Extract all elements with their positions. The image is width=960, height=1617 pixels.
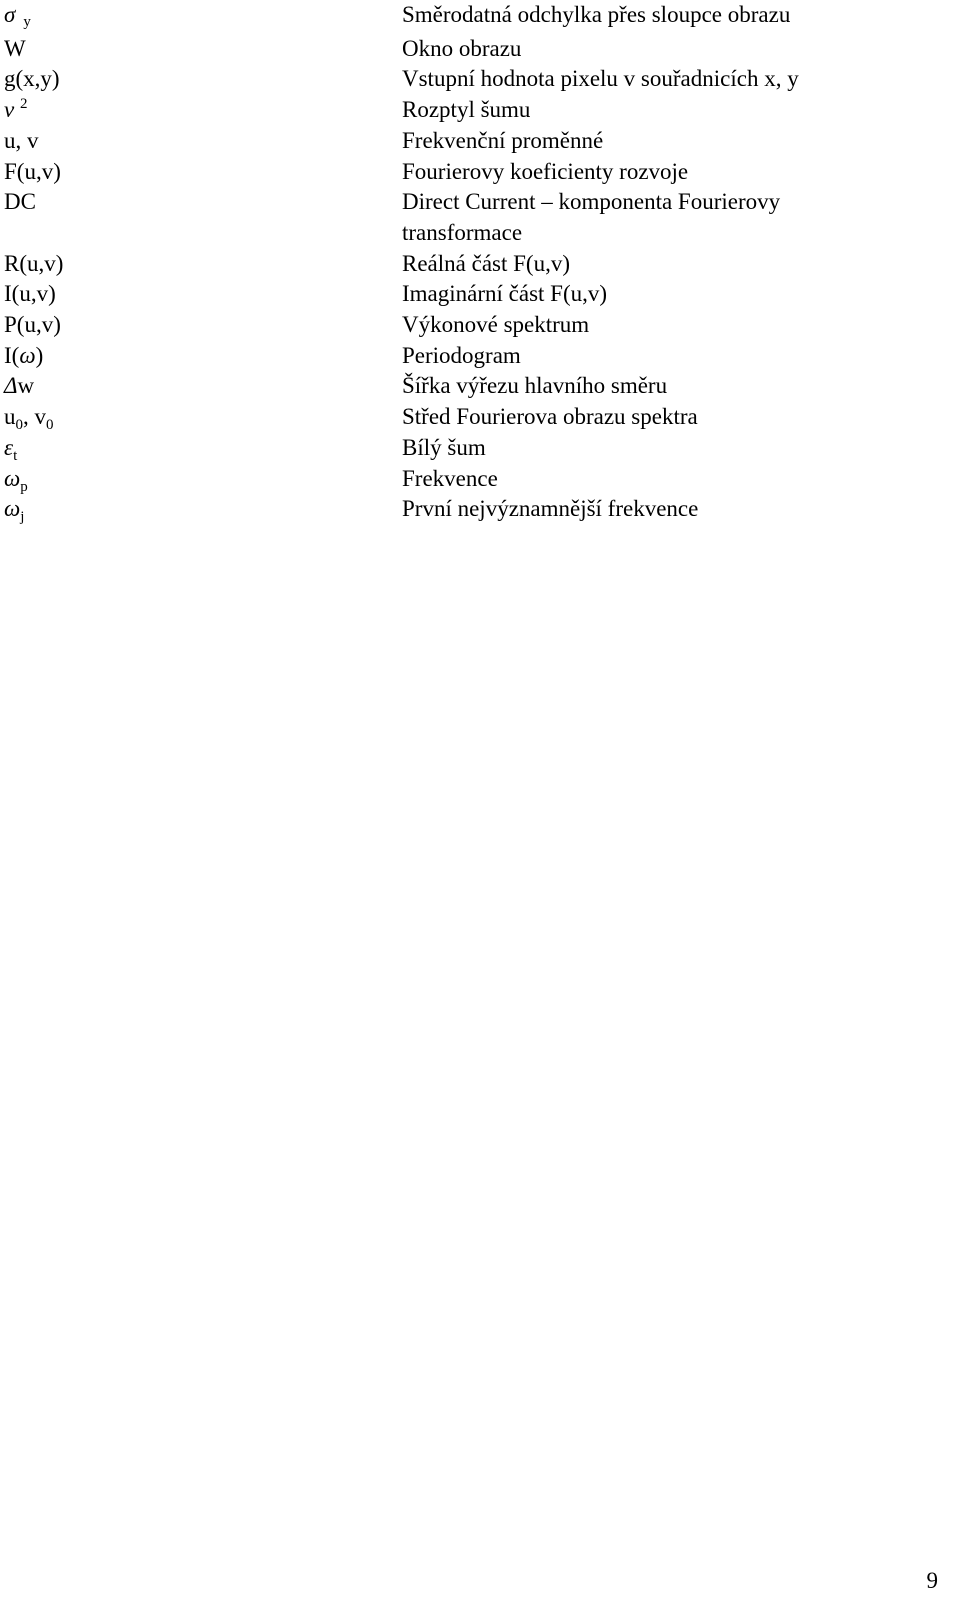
description: První nejvýznamnější frekvence: [402, 496, 699, 522]
symbol: Δw: [4, 373, 35, 399]
symbol: DC: [4, 189, 36, 215]
description: Vstupní hodnota pixelu v souřadnicích x, y: [402, 66, 799, 92]
list-item: [4, 34, 956, 65]
list-item: [4, 371, 956, 402]
list-item: [4, 0, 956, 34]
description: Frekvence: [402, 465, 498, 491]
symbol: P(u,v): [4, 312, 61, 338]
symbol: $\varepsilon_t$: [4, 434, 18, 464]
description: Okno obrazu: [402, 35, 522, 61]
symbol: I(u,v): [4, 281, 56, 307]
list-item: [4, 341, 956, 372]
description: Šířka výřezu hlavního směru: [402, 373, 668, 399]
description: Reálná část F(u,v): [402, 250, 570, 276]
list-item: [4, 494, 956, 525]
list-item: [4, 126, 956, 157]
symbol: u, v: [4, 127, 39, 153]
description: Směrodatná odchylka přes sloupce obrazu: [402, 2, 791, 27]
list-item: [4, 402, 956, 433]
description: Imaginární část F(u,v): [402, 281, 608, 307]
description: Frekvenční proměnné: [402, 127, 604, 153]
list-item: [4, 310, 956, 341]
list-item: [4, 95, 956, 126]
symbol: W: [4, 35, 26, 61]
description: Rozptyl šumu: [402, 97, 531, 123]
list-item: [4, 433, 956, 464]
symbol: $\omega_j$: [4, 496, 25, 526]
description: [402, 187, 956, 248]
description: Fourierovy koeficienty rozvoje: [402, 158, 689, 184]
description: Výkonové spektrum: [402, 312, 590, 338]
symbol: R(u,v): [4, 250, 64, 276]
list-item: [4, 64, 956, 95]
symbol: $u_0$, $v_0$: [4, 404, 54, 434]
symbol: I(ω): [4, 342, 44, 368]
list-item: [4, 187, 956, 248]
page-number: 9: [926, 1568, 938, 1593]
symbol: ν $^2$: [4, 96, 28, 123]
symbol: g(x,y): [4, 66, 60, 92]
description: Periodogram: [402, 342, 521, 368]
list-item: [4, 157, 956, 188]
description: Bílý šum: [402, 434, 486, 460]
symbol: $\omega_p$: [4, 465, 28, 495]
description: Střed Fourierova obrazu spektra: [402, 404, 698, 430]
symbol: σy: [4, 2, 31, 30]
list-item: [4, 464, 956, 495]
list-item: [4, 249, 956, 280]
description-line: transformace: [402, 219, 523, 245]
symbol: F(u,v): [4, 158, 61, 184]
symbol-list: [4, 0, 956, 525]
description-line: Direct Current – komponenta Fourierovy: [402, 189, 781, 215]
list-item: [4, 279, 956, 310]
